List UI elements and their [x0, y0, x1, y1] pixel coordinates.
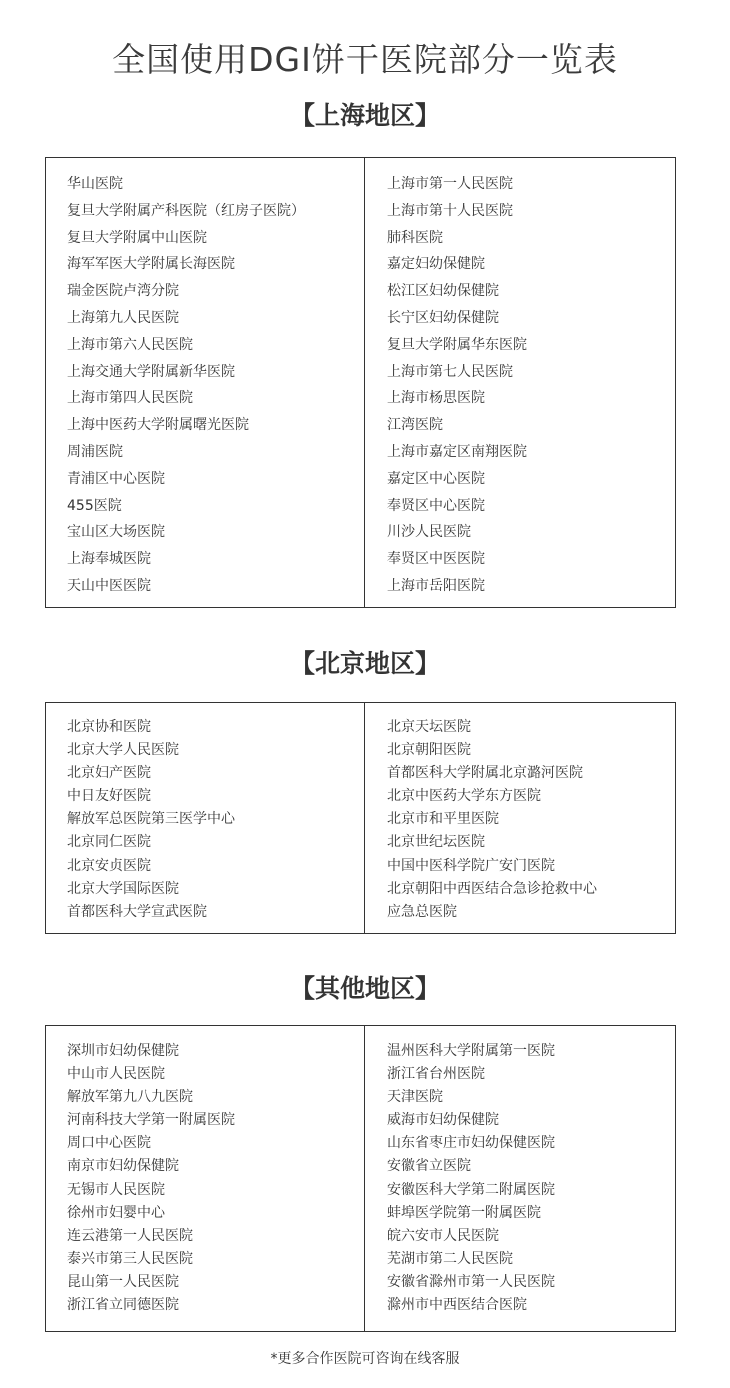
hospital-item: 中国中医科学院广安门医院 — [387, 857, 555, 874]
hospital-item: 解放军总医院第三医学中心 — [67, 811, 235, 828]
column-divider — [364, 1026, 365, 1331]
hospital-list-right — [387, 171, 527, 600]
hospital-item: 安徽省立医院 — [387, 1158, 471, 1175]
hospital-item: 海军军医大学附属长海医院 — [67, 256, 235, 273]
hospital-item: 北京中医药大学东方医院 — [387, 788, 541, 805]
hospital-item: 蚌埠医学院第一附属医院 — [387, 1204, 541, 1221]
hospital-item: 安徽省滁州市第一人民医院 — [387, 1273, 555, 1290]
hospital-item: 天津医院 — [387, 1089, 443, 1106]
hospital-item: 奉贤区中医医院 — [387, 551, 485, 568]
hospital-item: 北京世纪坛医院 — [387, 834, 485, 851]
hospital-item: 安徽医科大学第二附属医院 — [387, 1181, 555, 1198]
hospital-item: 徐州市妇婴中心 — [67, 1204, 165, 1221]
hospital-item: 北京安贞医院 — [67, 857, 151, 874]
hospital-item: 瑞金医院卢湾分院 — [67, 283, 179, 300]
hospital-item: 北京妇产医院 — [67, 765, 151, 782]
hospital-item: 河南科技大学第一附属医院 — [67, 1112, 235, 1129]
hospital-item: 北京朝阳医院 — [387, 742, 471, 759]
hospital-item: 华山医院 — [67, 176, 123, 192]
hospital-item: 首都医科大学附属北京潞河医院 — [387, 765, 583, 782]
hospital-item: 浙江省立同德医院 — [67, 1297, 179, 1314]
column-divider — [364, 158, 365, 607]
hospital-item: 北京协和医院 — [67, 719, 151, 735]
hospital-item: 肺科医院 — [387, 229, 443, 246]
hospital-item: 上海交通大学附属新华医院 — [67, 363, 235, 380]
hospital-item: 北京大学人民医院 — [67, 742, 179, 759]
hospital-item: 北京大学国际医院 — [67, 880, 179, 897]
section-heading-shanghai: 【上海地区】 — [289, 101, 440, 130]
column-divider — [364, 703, 365, 933]
hospital-item: 江湾医院 — [387, 417, 443, 434]
hospital-item: 上海第九人民医院 — [67, 309, 179, 326]
page-title: 全国使用DGI饼干医院部分一览表 — [112, 40, 618, 79]
hospital-item: 中日友好医院 — [67, 788, 151, 805]
hospital-list-right — [387, 716, 597, 924]
hospital-list-left — [67, 1040, 235, 1317]
section-heading-other: 【其他地区】 — [289, 974, 440, 1003]
hospital-box-shanghai — [45, 157, 676, 608]
hospital-item: 皖六安市人民医院 — [387, 1227, 499, 1244]
hospital-item: 南京市妇幼保健院 — [67, 1158, 179, 1175]
hospital-item: 天山中医医院 — [67, 577, 151, 594]
hospital-item: 周浦医院 — [67, 443, 123, 460]
hospital-box-beijing — [45, 702, 676, 934]
hospital-item: 山东省枣庄市妇幼保健医院 — [387, 1135, 555, 1152]
hospital-list-left — [67, 716, 235, 924]
hospital-item: 上海市第十人民医院 — [387, 202, 513, 219]
hospital-item: 奉贤区中心医院 — [387, 497, 485, 514]
hospital-item: 上海市第一人民医院 — [387, 176, 513, 192]
hospital-item: 周口中心医院 — [67, 1135, 151, 1152]
hospital-item: 上海市第六人民医院 — [67, 336, 193, 353]
hospital-item: 首都医科大学宣武医院 — [67, 903, 207, 920]
hospital-item: 上海中医药大学附属曙光医院 — [67, 417, 249, 434]
hospital-item: 青浦区中心医院 — [67, 470, 165, 487]
hospital-item: 泰兴市第三人民医院 — [67, 1250, 193, 1267]
hospital-item: 昆山第一人民医院 — [67, 1273, 179, 1290]
hospital-item: 威海市妇幼保健院 — [387, 1112, 499, 1129]
hospital-item: 长宁区妇幼保健院 — [387, 309, 499, 326]
hospital-item: 深圳市妇幼保健院 — [67, 1043, 179, 1059]
hospital-item: 芜湖市第二人民医院 — [387, 1250, 513, 1267]
hospital-item: 北京市和平里医院 — [387, 811, 499, 828]
hospital-box-other — [45, 1025, 676, 1332]
hospital-item: 无锡市人民医院 — [67, 1181, 165, 1198]
hospital-item: 川沙人民医院 — [387, 524, 471, 541]
hospital-item: 上海市岳阳医院 — [387, 577, 485, 594]
hospital-item: 浙江省台州医院 — [387, 1066, 485, 1083]
hospital-item: 455医院 — [67, 497, 122, 514]
hospital-list-right — [387, 1040, 555, 1317]
hospital-item: 宝山区大场医院 — [67, 524, 165, 541]
hospital-item: 解放军第九八九医院 — [67, 1089, 193, 1106]
hospital-item: 嘉定区中心医院 — [387, 470, 485, 487]
hospital-item: 上海市第七人民医院 — [387, 363, 513, 380]
hospital-item: 温州医科大学附属第一医院 — [387, 1043, 555, 1059]
hospital-item: 北京天坛医院 — [387, 719, 471, 735]
hospital-item: 上海市嘉定区南翔医院 — [387, 443, 527, 460]
hospital-item: 北京朝阳中西医结合急诊抢救中心 — [387, 880, 597, 897]
hospital-item: 复旦大学附属华东医院 — [387, 336, 527, 353]
hospital-item: 松江区妇幼保健院 — [387, 283, 499, 300]
hospital-item: 上海奉城医院 — [67, 551, 151, 568]
hospital-item: 复旦大学附属产科医院（红房子医院） — [67, 202, 305, 219]
hospital-item: 上海市杨思医院 — [387, 390, 485, 407]
hospital-item: 嘉定妇幼保健院 — [387, 256, 485, 273]
hospital-item: 连云港第一人民医院 — [67, 1227, 193, 1244]
hospital-item: 北京同仁医院 — [67, 834, 151, 851]
hospital-item: 滁州市中西医结合医院 — [387, 1297, 527, 1314]
hospital-item: 上海市第四人民医院 — [67, 390, 193, 407]
hospital-item: 中山市人民医院 — [67, 1066, 165, 1083]
hospital-item: 复旦大学附属中山医院 — [67, 229, 207, 246]
hospital-list-left — [67, 171, 305, 600]
section-heading-beijing: 【北京地区】 — [289, 649, 440, 678]
hospital-item: 应急总医院 — [387, 903, 457, 920]
footnote: *更多合作医院可咨询在线客服 — [270, 1351, 460, 1367]
